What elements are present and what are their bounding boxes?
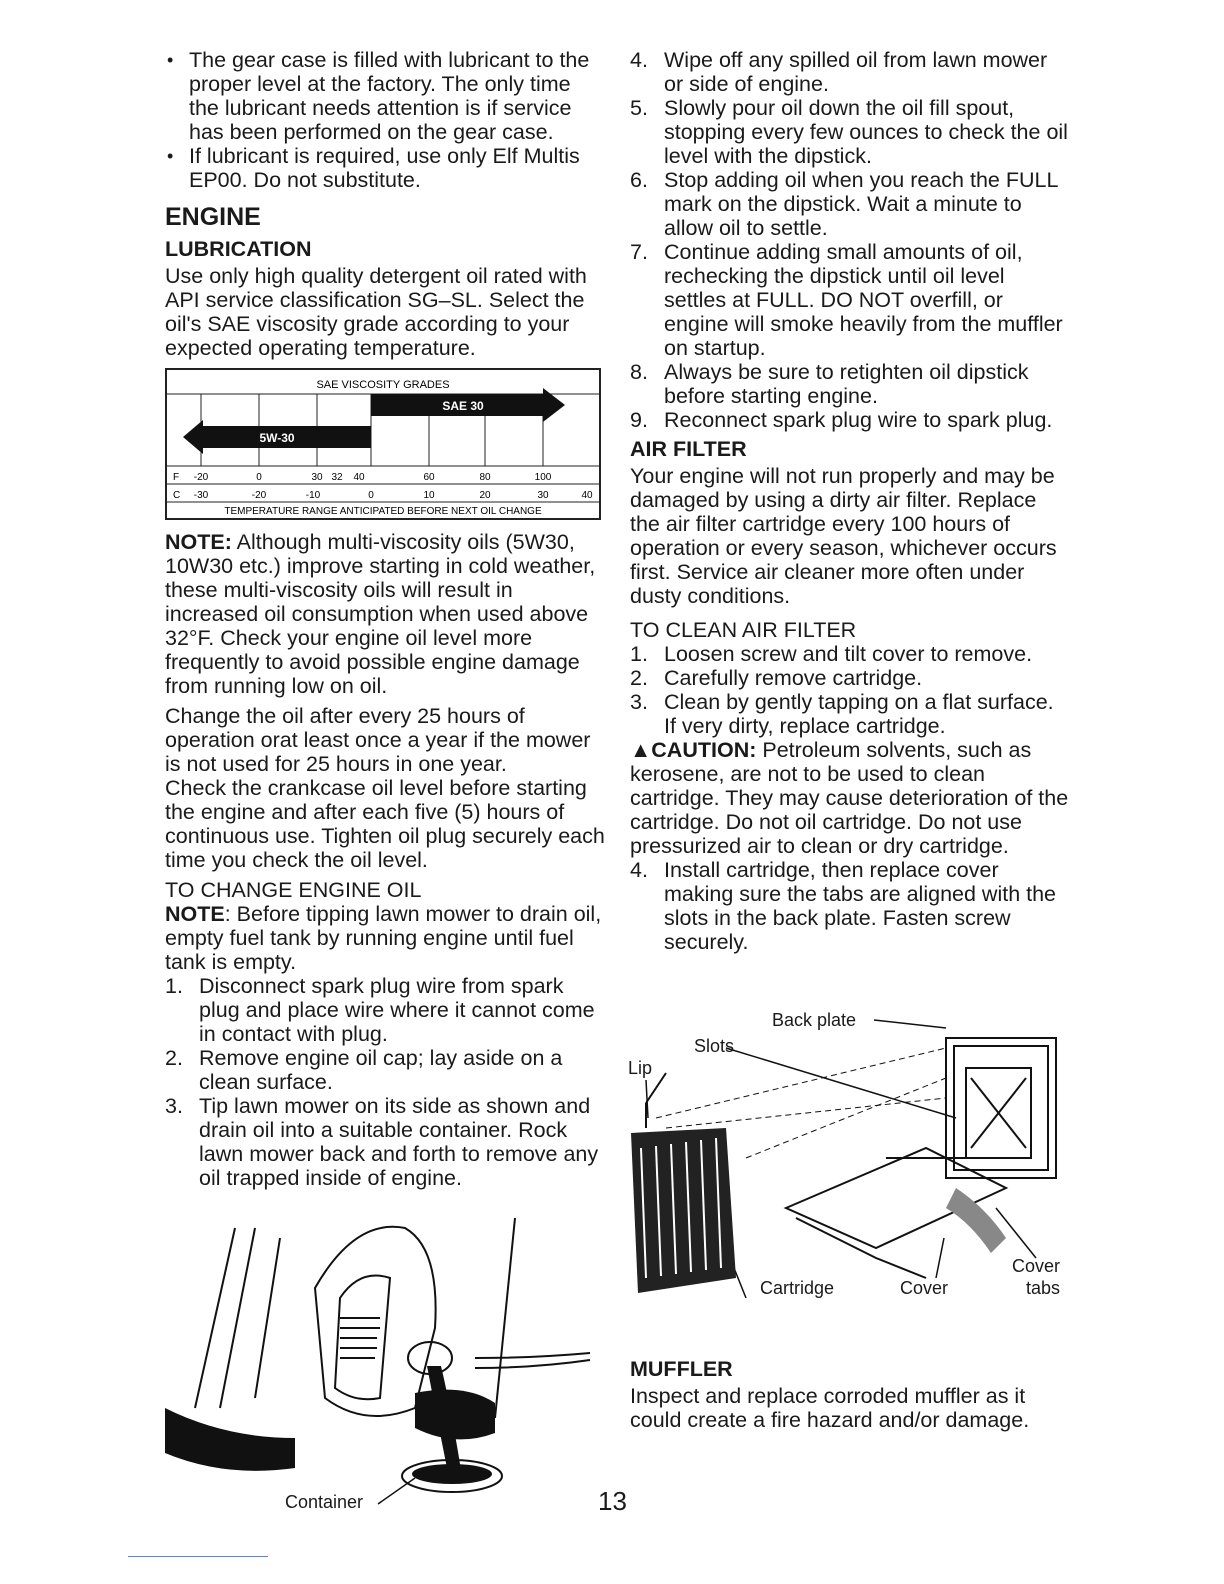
muffler-text: Inspect and replace corroded muffler as it could create a fire hazard and/or damage. (630, 1384, 1030, 1432)
change-note-label: NOTE (165, 902, 225, 926)
change-oil-heading: TO CHANGE ENGINE OIL (165, 878, 422, 902)
clean-filter-steps (630, 642, 1070, 738)
warning-icon: ▲ (630, 738, 652, 762)
list-item: 4. Install cartridge, then replace cover making sure the tabs are aligned with the slots in the back plate. Fasten screw securely. (630, 858, 1057, 954)
lip-label: Lip (628, 1058, 653, 1078)
c-tick: -30 (193, 490, 209, 501)
list-item: 4. Wipe off any spilled oil from lawn mower or side of engine. (630, 48, 1048, 96)
cartridge-label: Cartridge (760, 1278, 835, 1298)
caution-label: CAUTION: (651, 738, 757, 762)
c-tick: 10 (423, 490, 435, 501)
f-axis-label: F (173, 472, 180, 483)
page-number: 13 (598, 1486, 627, 1516)
change-oil-steps (165, 974, 605, 1190)
air-filter-illustration (626, 1008, 1066, 1308)
f-tick: 40 (353, 472, 365, 483)
f-ticks (173, 472, 552, 483)
air-filter-svg (626, 1008, 1066, 1308)
muffler-section (630, 1352, 1070, 1432)
f-tick: 32 (331, 472, 343, 483)
muffler-heading: MUFFLER (630, 1357, 733, 1381)
c-ticks (173, 490, 593, 501)
cover-tabs-shape (946, 1188, 1006, 1253)
f-tick: 0 (256, 472, 262, 483)
list-item: 2. Carefully remove cartridge. (630, 666, 923, 690)
add-oil-steps (630, 48, 1070, 432)
filter-cartridge (631, 1128, 736, 1293)
bullet-lubricant: • If lubricant is required, use only Elf Multis EP00. Do not substitute. (165, 144, 605, 192)
container-label: Container (285, 1492, 364, 1512)
left-column (165, 48, 605, 1190)
back-plate-label: Back plate (772, 1010, 857, 1030)
label-sae30: SAE 30 (442, 399, 484, 413)
mower-drain-illustration (165, 1208, 605, 1518)
list-item: 9. Reconnect spark plug wire to spark plug. (630, 408, 1053, 432)
change-oil-interval: Change the oil after every 25 hours of operation orat least once a year if the mower is not used for 25 hours in one year. (165, 704, 591, 776)
f-tick: 30 (311, 472, 323, 483)
f-tick: -20 (193, 472, 209, 483)
list-item: 1. Loosen screw and tilt cover to remove. (630, 642, 1033, 666)
c-tick: -10 (305, 490, 321, 501)
change-oil-note (165, 902, 605, 974)
check-crankcase-text: Check the crankcase oil level before starting the engine and after each five (5) hours of continuous use. Tighten oil plug securely each time you check the oil level. (165, 776, 605, 872)
sae-chart-svg (167, 370, 599, 518)
chart-title: SAE VISCOSITY GRADES (316, 379, 450, 391)
c-tick: 30 (537, 490, 549, 501)
list-item: 3. Clean by gently tapping on a flat surface. If very dirty, replace cartridge. (630, 690, 1054, 738)
lubrication-heading: LUBRICATION (165, 237, 312, 261)
list-item: 1. Disconnect spark plug wire from spark plug and place wire where it cannot come in contact with plug. (165, 974, 595, 1046)
list-item: 7. Continue adding small amounts of oil, rechecking the dipstick until oil level settles at FULL. DO NOT overfill, or engine will smoke heavily from the muffler on startup. (630, 240, 1063, 360)
f-tick: 100 (534, 472, 552, 483)
cover-tabs-label-1: Cover (1011, 1256, 1060, 1276)
list-item: 6. Stop adding oil when you reach the FULL mark on the dipstick. Wait a minute to allow oil to settle. (630, 168, 1058, 240)
list-item: 3. Tip lawn mower on its side as shown and drain oil into a suitable container. Rock lawn mower back and forth to remove any oil trapped inside of engine. (165, 1094, 599, 1190)
list-item: 5. Slowly pour oil down the oil fill spout, stopping every few ounces to check the oil level with the dipstick. (630, 96, 1068, 168)
change-note-text: : Before tipping lawn mower to drain oil, empty fuel tank by running engine until fuel tank is empty. (165, 902, 602, 974)
lubrication-text: Use only high quality detergent oil rated with API service classification SG–SL. Select the oil's SAE viscosity grade according to your expected operating temperature. (165, 264, 587, 360)
footer-divider (128, 1556, 268, 1557)
cover-label: Cover (900, 1278, 949, 1298)
label-5w30: 5W-30 (259, 431, 295, 445)
air-filter-heading: AIR FILTER (630, 437, 747, 461)
mower-drain-svg (165, 1208, 605, 1518)
sae-viscosity-chart (165, 368, 601, 520)
mower-wheel-left (165, 1408, 295, 1471)
right-column (630, 48, 1070, 954)
cover-tabs-label-2: tabs (1025, 1278, 1060, 1298)
air-filter-text: Your engine will not run properly and may be damaged by using a dirty air filter. Replace the air filter cartridge every 100 hours of operation or every season, whichever occurs first. Service air cleaner more often under dusty conditions. (630, 464, 1057, 608)
bullet-gear-case: • The gear case is filled with lubricant to the proper level at the factory. The only time the lubricant needs attention is if service has been performed on the gear case. (165, 48, 605, 144)
note-label: NOTE: (165, 530, 232, 554)
c-tick: 40 (581, 490, 593, 501)
c-tick: 20 (479, 490, 491, 501)
f-tick: 80 (479, 472, 491, 483)
mower-wheel-right (415, 1390, 495, 1440)
c-tick: -20 (251, 490, 267, 501)
slots-label: Slots (694, 1036, 735, 1056)
note-text: Although multi-viscosity oils (5W30, 10W30 etc.) improve starting in cold weather, these multi-viscosity oils will result in increased oil consumption when used above 32°F. Check your engine oil level more frequently to avoid possible engine damage from running low on oil. (165, 530, 596, 698)
chart-footer: TEMPERATURE RANGE ANTICIPATED BEFORE NEXT OIL CHANGE (224, 506, 542, 517)
multi-viscosity-note (165, 530, 605, 698)
caution-text: ▲CAUTION: Petroleum solvents, such as kerosene, are not to be used to clean cartridge. They may cause deterioration of the cartridge. Do not oil cartridge. Do not use pressurized air to clean or dry cartridge. (630, 738, 1069, 858)
f-tick: 60 (423, 472, 435, 483)
clean-air-filter-heading: TO CLEAN AIR FILTER (630, 618, 857, 642)
c-axis-label: C (173, 490, 181, 501)
list-item: 2. Remove engine oil cap; lay aside on a clean surface. (165, 1046, 563, 1094)
engine-heading: ENGINE (165, 203, 261, 231)
list-item: 8. Always be sure to retighten oil dipstick before starting engine. (630, 360, 1029, 408)
c-tick: 0 (368, 490, 374, 501)
clean-filter-step-4 (630, 858, 1070, 954)
